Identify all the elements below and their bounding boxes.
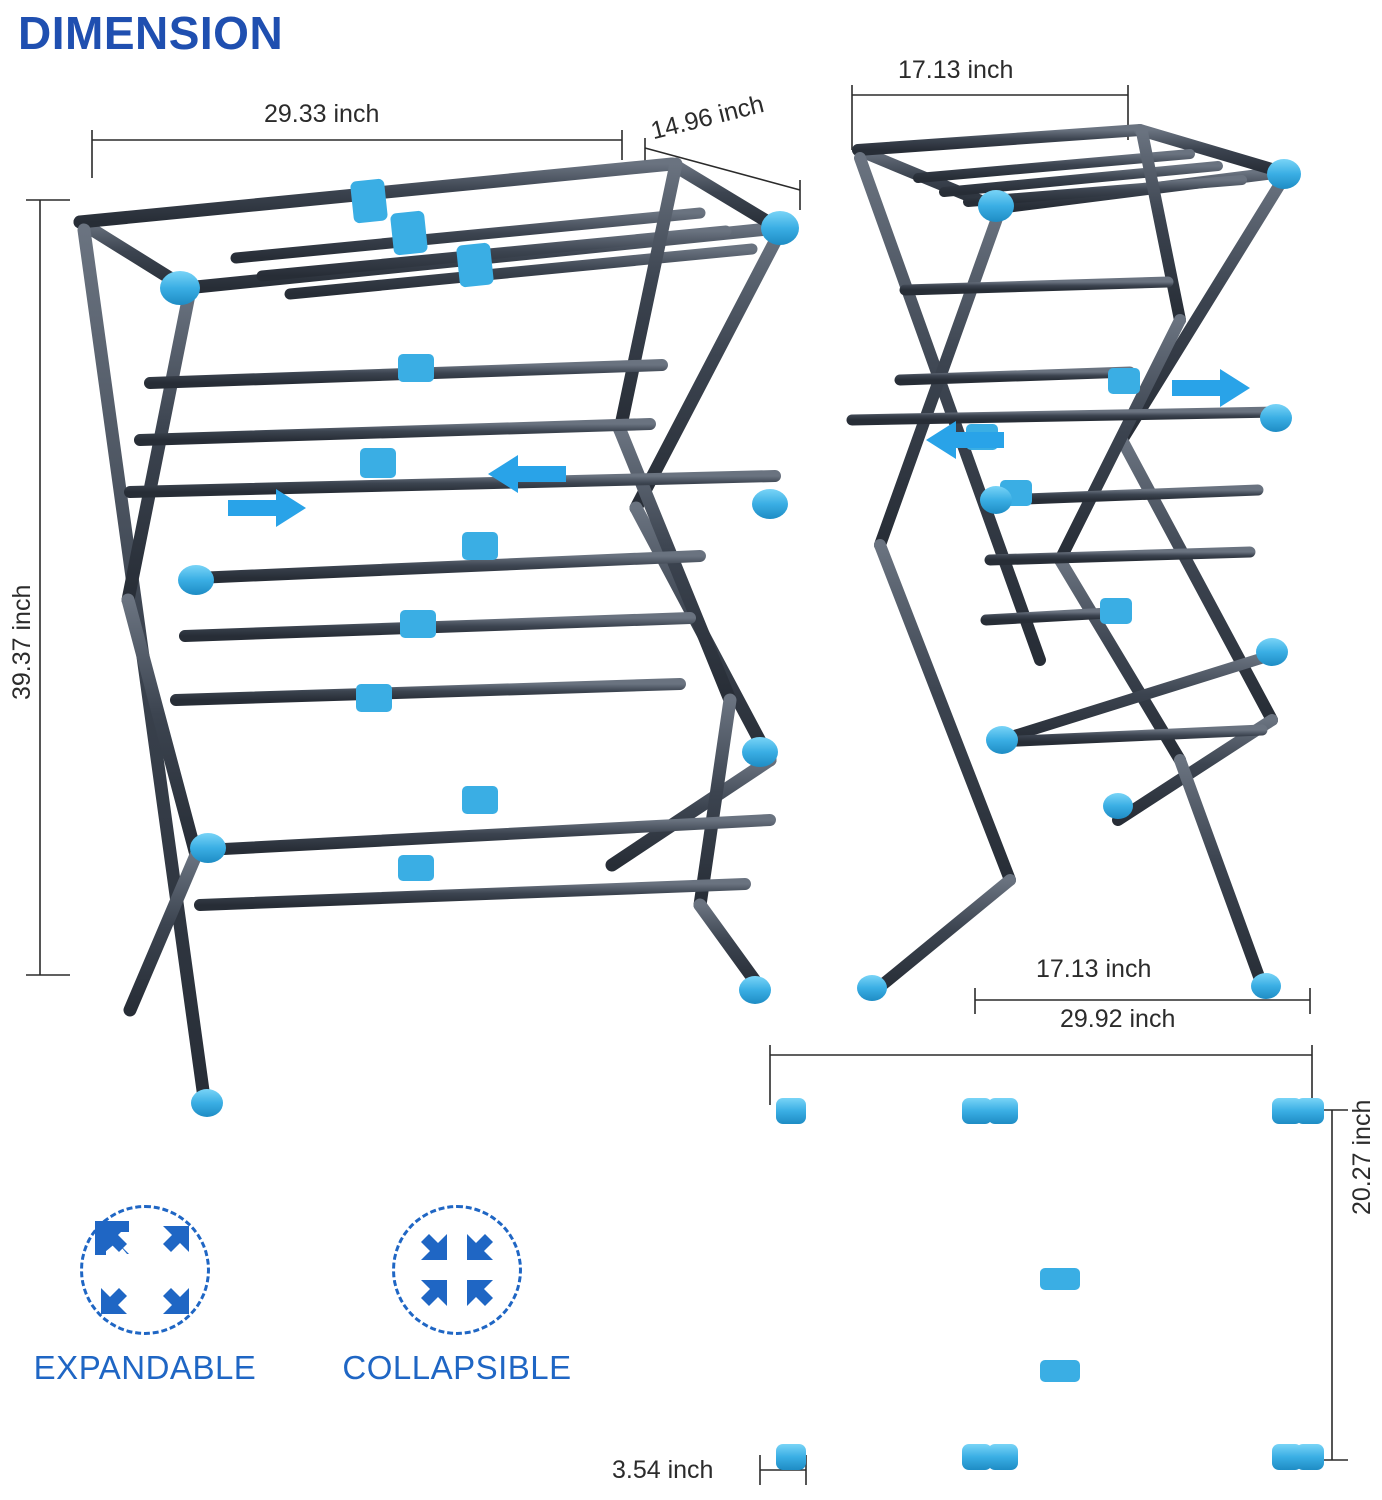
collapsed-arrow-right (1172, 369, 1250, 407)
arrows-out-icon (83, 1208, 207, 1332)
expanded-rack-drawing (80, 164, 799, 1117)
feature-collapsible (337, 1205, 577, 1387)
feature-expandable (25, 1205, 265, 1387)
collapsible-label: COLLAPSIBLE (342, 1349, 572, 1386)
dim-folded-thickness: 3.54 inch (612, 1456, 714, 1484)
folded-rack-drawing (776, 1098, 1324, 1470)
dim-expanded-width: 29.33 inch (264, 100, 380, 128)
dim-collapsed-width-outer: 29.92 inch (1060, 1005, 1176, 1033)
arrows-in-icon (395, 1208, 519, 1332)
page-title: DIMENSION (18, 7, 284, 59)
dim-folded-height: 20.27 inch (1348, 1099, 1376, 1215)
dim-collapsed-width-top: 17.13 inch (898, 56, 1014, 84)
expandable-badge-circle (80, 1205, 210, 1335)
dim-expanded-depth: 14.96 inch (648, 90, 767, 146)
collapsed-rack-drawing (852, 130, 1301, 1001)
expandable-label: EXPANDABLE (33, 1349, 257, 1386)
dim-collapsed-width-inner: 17.13 inch (1036, 955, 1152, 983)
dim-expanded-height: 39.37 inch (8, 584, 36, 700)
collapsible-badge-circle (392, 1205, 522, 1335)
